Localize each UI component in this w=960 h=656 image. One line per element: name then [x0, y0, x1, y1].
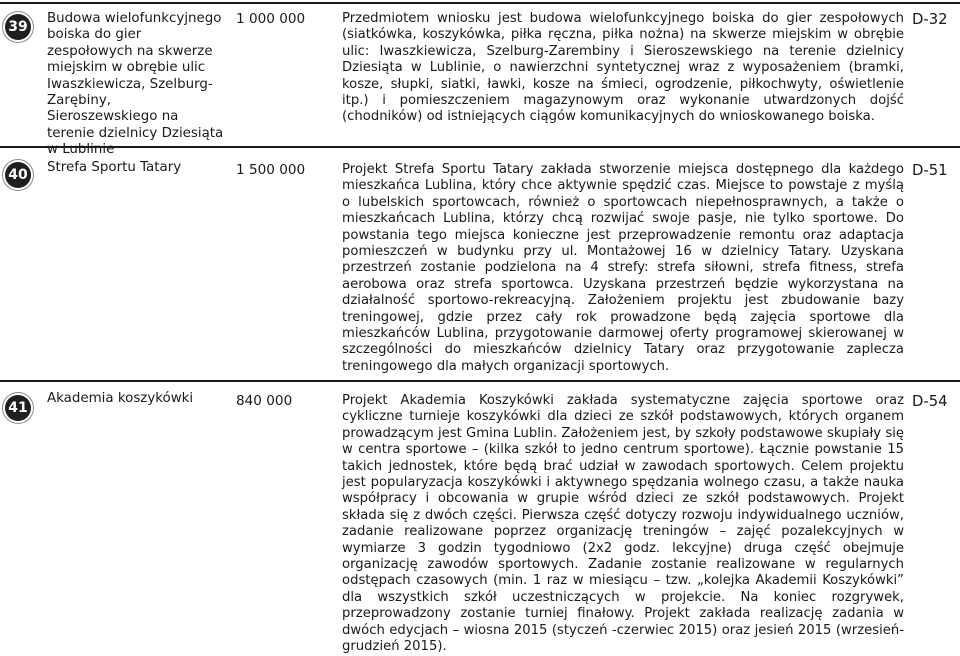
project-district-code: D-54 — [912, 393, 948, 410]
project-number-badge: 41 — [5, 395, 31, 421]
divider-40-41 — [0, 380, 960, 382]
project-amount: 1 000 000 — [236, 11, 306, 27]
project-title: Budowa wielofunkcyjnego boiska do gier zespołowych na skwerze miejskim w obrębie ulic Iwaszkiewicza, Szelburg-Zarębiny, Sieroszewskiego na terenie dzielnicy Dziesiąta w Lublinie — [47, 11, 224, 158]
project-title: Strefa Sportu Tatary — [47, 160, 182, 175]
project-number-badge: 39 — [5, 14, 31, 40]
project-description: Projekt Strefa Sportu Tatary zakłada stworzenie miejsca dostępnego dla każdego mieszkańca Lublina, który chce aktywnie spędzić czas. Miejsce to powstaje z myślą o lubelskich sportowcach, również o sportowcach niepełnosprawnych, a także o mieszkańcach Lublina, którzy chcą rozwijać swoje pasje, nie tylko sportowe. Do powstania tego miejsca konieczne jest przeprowadzenie remontu oraz adaptacja pomieszczeń w budynku przy ul. Montażowej 16 w dzielnicy Tatary. Uzyskana przestrzeń zostanie podzielona na 4 strefy: strefa siłowni, strefa fitness, strefa aerobowa oraz strefa sportowca. Uzyskana przestrzeń będzie wykorzystana na działalność sportowo-rekreacyjną. Założeniem projektu jest zbudowanie bazy treningowej, gdzie przez cały rok prowadzone będą zajęcia sportowe dla mieszkańców Lublina, przygotowanie darmowej oferty programowej skierowanej w szczególności do mieszkańców dzielnicy Tatary oraz przygotowanie zaplecza treningowego dla małych organizacji sportowych. — [342, 162, 904, 374]
project-description: Przedmiotem wniosku jest budowa wielofunkcyjnego boiska do gier zespołowych (siatkówka, koszykówka, piłka ręczna, piłka nożna) na skwerze miejskim w obrębie ulic: Iwaszkiewicza, Szelburg-Zarembiny i Sieroszewskiego na terenie dzielnicy Dziesiąta w Lublinie, o nawierzchni syntetycznej wraz z wyposażeniem (bramki, kosze, słupki, siatki, ławki, kosze na śmieci, ogrodzenie, piłkochwyty, oświetlenie itp.) i pomieszczeniem magazynowym oraz wykonanie utwardzonych dojść (chodników) od istniejących ciągów komunikacyjnych do wnioskowanego boiska. — [342, 11, 904, 125]
project-district-code: D-51 — [912, 162, 948, 179]
project-amount: 1 500 000 — [236, 162, 306, 178]
project-amount: 840 000 — [236, 393, 293, 409]
divider-top — [0, 2, 960, 4]
project-number-badge: 40 — [5, 162, 31, 188]
project-title: Akademia koszykówki — [47, 391, 194, 406]
divider-39-40 — [0, 146, 960, 148]
project-description: Projekt Akademia Koszykówki zakłada systematyczne zajęcia sportowe oraz cykliczne turnieje koszykówki dla dzieci ze szkół podstawowych, których organem prowadzącym jest Gmina Lublin. Założeniem jest, by szkoły podstawowe skupiały się w centra sportowe – (kilka szkół to jedno centrum sportowe). Łącznie powstanie 15 takich jednostek, które będą brać udział w zawodach sportowych. Celem projektu jest popularyzacja koszykówki i aktywnego spędzania wolnego czasu, a także nauka współpracy i obcowania w grupie wśród dzieci ze szkół podstawowych. Projekt składa się z dwóch części. Pierwsza część dotyczy rozwoju indywidualnego uczniów, zadanie realizowane poprzez organizację treningów – zajęć pozalekcyjnych w wymiarze 3 godzin tygodniowo (2x2 godz. lekcyjne) druga część obejmuje organizację zawodów sportowych. Zadanie zostanie realizowane w regularnych odstępach czasowych (min. 1 raz w miesiącu – tzw. „kolejka Akademii Koszykówki” dla wszystkich szkół uczestniczących w projekcie. Na koniec rozgrywek, przeprowadzony zostanie turniej finałowy. Projekt zakłada realizację zadania w dwóch edycjach – wiosna 2015 (styczeń -czerwiec 2015) oraz jesień 2015 (wrzesień-grudzień 2015). — [342, 393, 904, 655]
project-district-code: D-32 — [912, 11, 948, 28]
